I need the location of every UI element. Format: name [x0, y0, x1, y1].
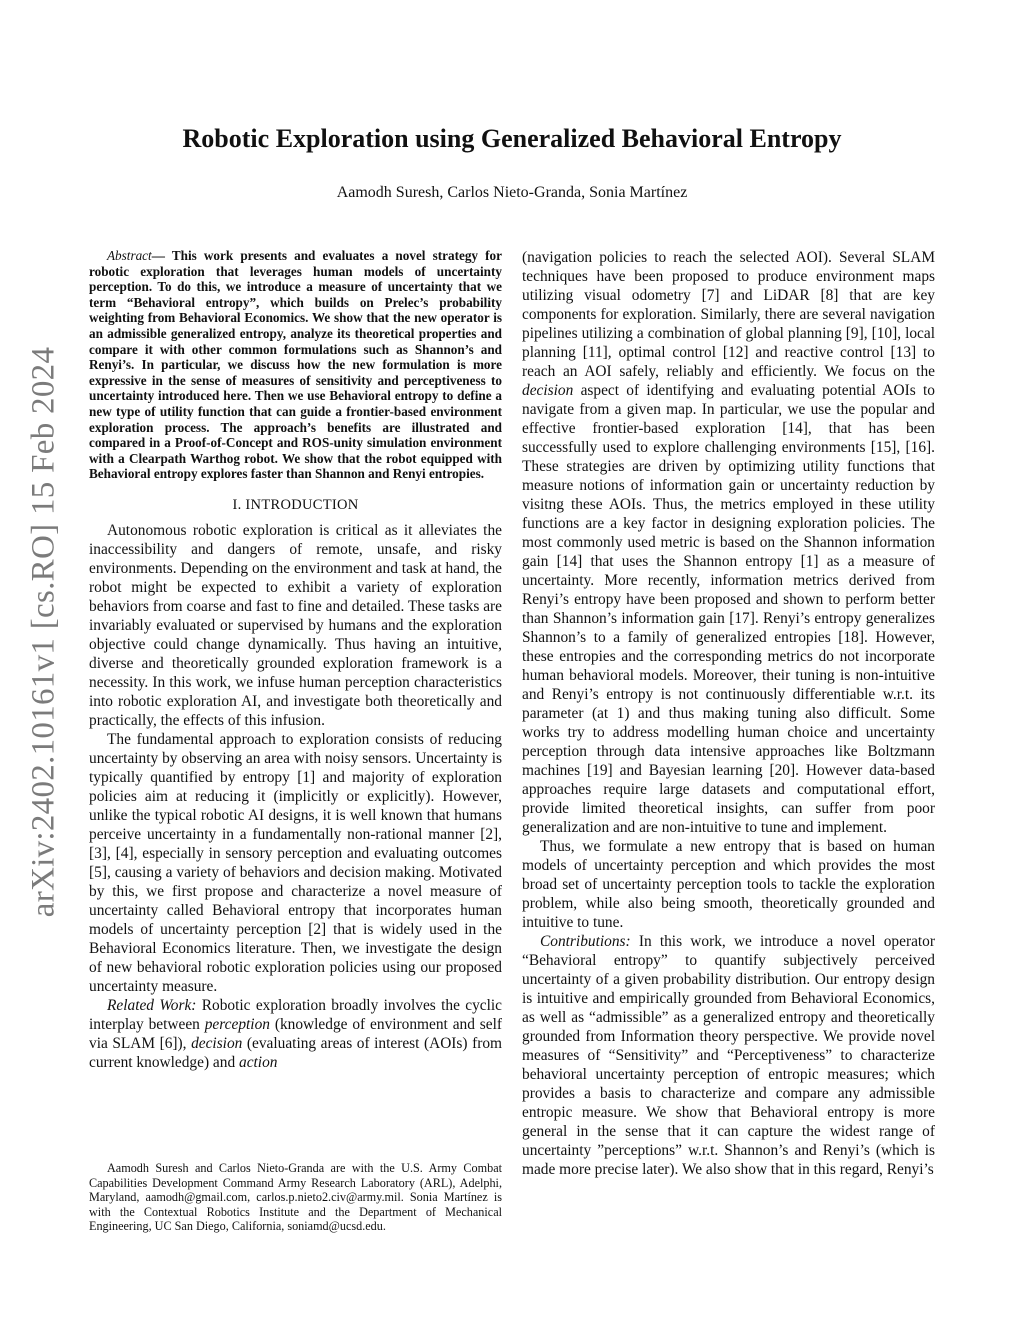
term-decision-emphasis: decision [522, 382, 574, 399]
right-paragraph-1-text-b: aspect of identifying and evaluating potential AOIs to navigate from a given map. In particular, we use the popular and effective frontier-based exploration [14], that has been successfully used to explore challenging environments [15], [16]. These strategies are driven by optimizing utility functions that measure notions of information gain or uncertainty reduction by visitng these AOIs. Thus, the metrics employed in these utility functions are a key factor in designing exploration policies. The most commonly used metric is based on the Shannon information gain [14] that uses the Shannon entropy [1] as a measure of uncertainty. More recently, information metrics derived from Renyi’s entropy have been proposed and shown to perform better than Shannon’s information gain [17]. Renyi’s entropy generalizes Shannon’s to a family of generalized entropies [18]. However, these entropies and the corresponding metrics do not incorporate human behavioral models. Moreover, their tuning is non-intuitive and Renyi’s entropy is not continuously differentiable w.r.t. its parameter (at 1) and thus making tuning also difficult. Some works try to address modelling human choice and uncertainty perception through data intensive approaches like Boltzmann machines [19] and Bayesian learning [20]. However data-based approaches require large datasets and computational effort, provide limited theoretical insights, can suffer from poor generalization and are non-intuitive to tune and implement. [522, 382, 935, 836]
author-list: Aamodh Suresh, Carlos Nieto-Granda, Sonia Martínez [336, 184, 688, 201]
affiliation-footnote: Aamodh Suresh and Carlos Nieto-Granda are with the U.S. Army Combat Capabilities Development Command Army Research Laboratory (ARL), Adelphi, Maryland, aamodh@gmail.com, carlos.p.nieto2.civ@army.mil. Sonia Martínez is with the Contextual Robotics Institute and the Department of Mechanical Engineering, UC San Diego, California, soniamd@ucsd.edu. [89, 1161, 502, 1234]
arxiv-identifier: arXiv:2402.10161v1 [cs.RO] 15 Feb 2024 [25, 346, 62, 918]
left-column [89, 248, 502, 1072]
abstract-label: Abstract [107, 248, 152, 263]
related-work-text-a: Robotic exploration broadly involves the cyclic interplay between [89, 996, 503, 1033]
contributions-label: Contributions: [540, 933, 631, 950]
intro-paragraph-2: The fundamental approach to exploration consists of reducing uncertainty by observing an area with noisy sensors. Uncertainty is typically quantified by entropy [1] and majority of exploration policies aim at reducing it (implicitly or explicitly). However, unlike the typical robotic AI designs, it is well known that humans perceive uncertainty in a fundamentally non-rational manner [2], [3], [4], especially in sensory perception and evaluating outcomes [5], causing a variety of behaviors and decision making. Motivated by this, we first propose and characterize a novel measure of uncertainty called Behavioral entropy that incorporates human models of uncertainty perception [2] that is widely used in the Behavioral Economics literature. Then, we investigate the design of new behavioral robotic exploration policies using our proposed uncertainty measure. [89, 730, 502, 995]
right-column [522, 248, 935, 1179]
related-work-paragraph [89, 996, 502, 1072]
right-paragraph-1-text-a: (navigation policies to reach the selected AOI). Several SLAM techniques have been proposed to produce environment maps utilizing visual odometry [7] and LiDAR [8] that are key components for exploration. Similarly, there are several navigation pipelines utilizing a combination of global planning [9], [10], local planning [11], optimal control [12] and reactive control [13] to reach an AOI safely, reliably and efficiently. We focus on the [522, 249, 935, 380]
related-work-text-b: (knowledge of environment and self via SLAM [6]), [89, 1015, 503, 1052]
related-work-label: Related Work: [107, 996, 197, 1014]
abstract-text: This work presents and evaluates a novel strategy for robotic exploration that leverages human models of uncertainty perception. To do this, we introduce a measure of uncertainty that we term “Behavioral entropy”, which builds on Prelec’s probability weighting from Behavioral Economics. We show that the new operator is an admissible generalized entropy, analyze its theoretical properties and compare it with other common formulations such as Shannon’s and Renyi’s. In particular, we discuss how the new formulation is more expressive in the sense of measures of sensitivity and perceptiveness to uncertainty introduced here. Then we use Behavioral entropy to define a new type of utility function that can guide a frontier-based environment exploration process. The approach’s benefits are illustrated and compared in a Proof-of-Concept and ROS-unity simulation environment with a Clearpath Warthog robot. We show that the robot equipped with Behavioral entropy explores faster than Shannon and Renyi entropies. [89, 248, 503, 482]
term-perception: perception [204, 1015, 270, 1033]
contributions-text: In this work, we introduce a novel operator “Behavioral entropy” to quantify subjectively perceived uncertainty of a given probability distribution. Our entropy design is intuitive and empirically grounded from Behavioral Economics, as well as “admissible” as a generalized entropy and theoretically grounded from Information theory perspective. We provide novel measures of “Sensitivity” and “Perceptiveness” to characterize behavioral uncertainty perception of entropic measures; which provides a basis to characterize and compare any admissible entropic measure. We show that Behavioral entropy is more general in the sense that it can capture the widest range of uncertainty ”perceptions” w.r.t. Shannon’s and Renyi’s (which is made more precise later). We also show that in this regard, Renyi’s [522, 933, 935, 1178]
right-paragraph-2: Thus, we formulate a new entropy that is based on human models of uncertainty perception and which provides the most broad set of uncertainty perception tools to tackle the exploration problem, while also being smooth, theoretically grounded and intuitive to tune. [522, 838, 935, 931]
related-work-text-c: (evaluating areas of interest (AOIs) from current knowledge) and [89, 1034, 502, 1071]
paper-title: Robotic Exploration using Generalized Behavioral Entropy [182, 124, 842, 153]
abstract [89, 248, 502, 482]
right-paragraph-1 [522, 248, 935, 837]
intro-paragraph-1: Autonomous robotic exploration is critical as it alleviates the inaccessibility and dangers of remote, unsafe, and risky environments. Depending on the environment and task at hand, the robot might be expected to exhibit a variety of exploration behaviors from coarse and fast to fine and detailed. These tasks are invariably evaluated or supervised by humans and the exploration objective could change dynamically. Thus having an intuitive, diverse and theoretically grounded exploration framework is a necessity. In this work, we infuse human perception characteristics into robotic exploration AI, and investigate both theoretically and practically, the effects of this infusion. [89, 521, 502, 729]
term-action: action [239, 1053, 278, 1071]
section-heading-introduction: I. INTRODUCTION [232, 496, 359, 513]
abstract-dash: — [151, 248, 172, 263]
term-decision: decision [191, 1034, 243, 1052]
contributions-paragraph [522, 932, 935, 1179]
